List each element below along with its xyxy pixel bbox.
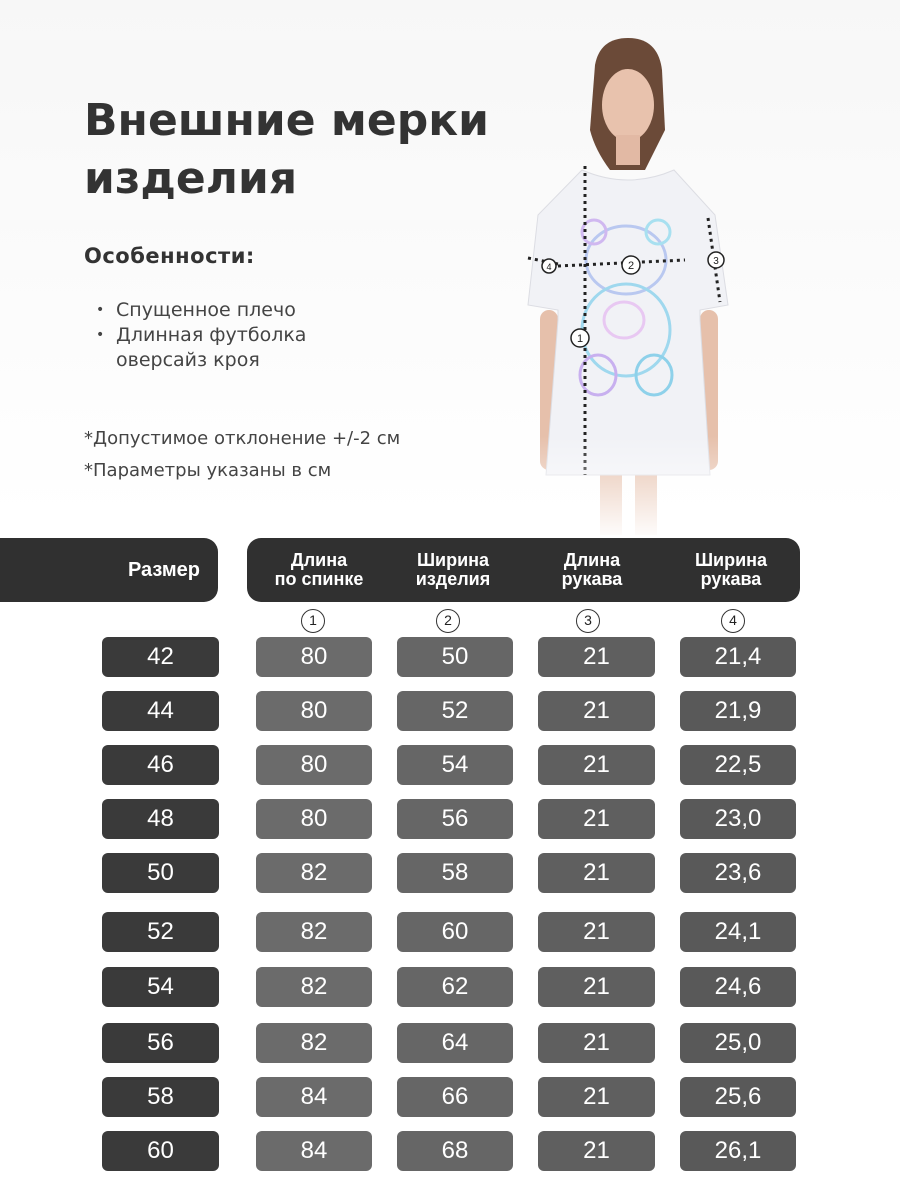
page-title: [84, 92, 489, 208]
measurement-cell: 23,6: [680, 853, 796, 893]
measurement-cell: 21: [538, 745, 655, 785]
size-cell: 42: [102, 637, 219, 677]
measurement-cell: 80: [256, 637, 372, 677]
units-note: *Параметры указаны в см: [84, 460, 332, 481]
size-cell: 48: [102, 799, 219, 839]
size-cell: 58: [102, 1077, 219, 1117]
measurement-cell: 80: [256, 691, 372, 731]
measurement-cell: 58: [397, 853, 513, 893]
measurement-cell: 62: [397, 967, 513, 1007]
measurement-cell: 64: [397, 1023, 513, 1063]
size-cell: 44: [102, 691, 219, 731]
measurement-cell: 21: [538, 691, 655, 731]
measurement-cell: 80: [256, 799, 372, 839]
column-header-product-width: Ширина изделия: [415, 550, 491, 589]
measurement-cell: 26,1: [680, 1131, 796, 1171]
column-number-3: 3: [576, 609, 600, 633]
measurement-cell: 82: [256, 853, 372, 893]
size-cell: 54: [102, 967, 219, 1007]
column-number-2: 2: [436, 609, 460, 633]
page-title-line-2: изделия: [84, 153, 298, 204]
measurement-cell: 82: [256, 967, 372, 1007]
column-header-back-length: Длина по спинке: [274, 550, 364, 589]
measurement-cell: 22,5: [680, 745, 796, 785]
size-cell: 56: [102, 1023, 219, 1063]
measurement-cell: 50: [397, 637, 513, 677]
size-cell: 46: [102, 745, 219, 785]
model-photo: [500, 20, 760, 540]
measurement-cell: 82: [256, 912, 372, 952]
measurement-cell: 54: [397, 745, 513, 785]
size-cell: 52: [102, 912, 219, 952]
features-heading: Особенности:: [84, 244, 255, 268]
measurement-cell: 23,0: [680, 799, 796, 839]
measurement-cell: 80: [256, 745, 372, 785]
measurement-cell: 25,0: [680, 1023, 796, 1063]
measurement-cell: 82: [256, 1023, 372, 1063]
feature-item: • Длинная футболка оверсайз кроя: [96, 323, 356, 373]
measurement-cell: 21: [538, 1131, 655, 1171]
size-column-header: Размер: [0, 538, 218, 602]
measurement-cell: 24,1: [680, 912, 796, 952]
feature-item: • Спущенное плечо: [96, 298, 356, 323]
measurement-cell: 84: [256, 1077, 372, 1117]
measurement-cell: 21: [538, 912, 655, 952]
column-header-sleeve-length: Длина рукава: [561, 550, 623, 589]
tolerance-note: *Допустимое отклонение +/-2 см: [84, 428, 401, 449]
measurement-cell: 21,4: [680, 637, 796, 677]
measurement-cell: 56: [397, 799, 513, 839]
size-cell: 50: [102, 853, 219, 893]
measurement-cell: 84: [256, 1131, 372, 1171]
measurement-cell: 24,6: [680, 967, 796, 1007]
measurement-cell: 21: [538, 1077, 655, 1117]
measurement-cell: 25,6: [680, 1077, 796, 1117]
size-cell: 60: [102, 1131, 219, 1171]
measurement-cell: 21: [538, 1023, 655, 1063]
measurement-cell: 68: [397, 1131, 513, 1171]
measurement-cell: 21: [538, 967, 655, 1007]
column-number-4: 4: [721, 609, 745, 633]
page-title-line-1: Внешние мерки: [84, 95, 489, 146]
column-number-1: 1: [301, 609, 325, 633]
measurement-cell: 52: [397, 691, 513, 731]
measurement-cell: 60: [397, 912, 513, 952]
measurement-cell: 21,9: [680, 691, 796, 731]
features-list: [96, 298, 356, 373]
measurement-cell: 21: [538, 799, 655, 839]
column-header-sleeve-width: Ширина рукава: [694, 550, 768, 589]
measurement-cell: 21: [538, 853, 655, 893]
measurement-cell: 21: [538, 637, 655, 677]
measurement-cell: 66: [397, 1077, 513, 1117]
